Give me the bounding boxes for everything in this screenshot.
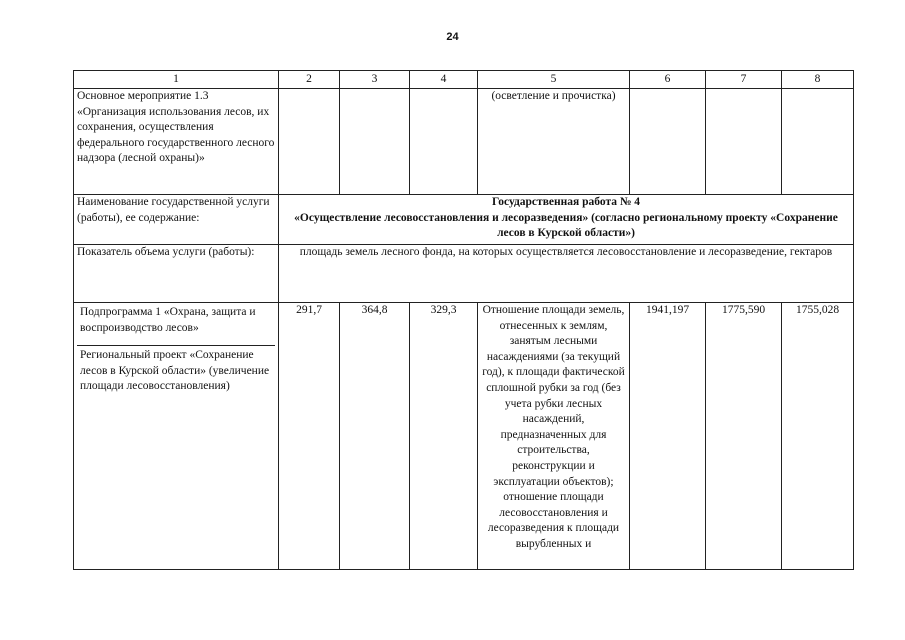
main-event-cell-7 [706, 89, 782, 195]
subprogram-value-7: 1775,590 [706, 303, 782, 570]
header-cell-4: 4 [410, 71, 478, 89]
table-header-row [74, 71, 854, 89]
header-cell-1: 1 [74, 71, 279, 89]
header-cell-3: 3 [340, 71, 410, 89]
main-event-cell-8 [782, 89, 854, 195]
volume-value: площадь земель лесного фонда, на которых осуществляется лесовосстановление и лесоразведение, гектаров [279, 245, 854, 303]
table-row-subprogram [74, 303, 854, 570]
service-title-line1: Государственная работа № 4 [491, 196, 641, 208]
subprogram-indicator: Отношение площади земель, отнесенных к землям, занятым лесными насаждениями (за текущий год), к площади фактической сплошной рубки за год (без учета рубки лесных насаждений, предназначенных для строительства, реконструкции и эксплуатации объектов); отношение площади лесовосстановления и лесоразведения к площади вырубленных и [478, 303, 630, 570]
main-event-label: Основное мероприятие 1.3 «Организация использования лесов, их сохранения, осуществления федерального государственного лесного надзора (лесной охраны)» [74, 89, 279, 195]
header-cell-2: 2 [279, 71, 340, 89]
subprogram-label: Подпрограмма 1 «Охрана, защита и воспроизводство лесов» [77, 303, 275, 346]
header-cell-5: 5 [478, 71, 630, 89]
table-row-main-event [74, 89, 854, 195]
main-event-cell-6 [630, 89, 706, 195]
table-row-volume [74, 245, 854, 303]
main-event-cell-4 [410, 89, 478, 195]
volume-label: Показатель объема услуги (работы): [74, 245, 279, 303]
table-row-service-name [74, 195, 854, 245]
subprogram-value-3: 364,8 [340, 303, 410, 570]
page-number: 24 [446, 31, 459, 43]
data-table [73, 70, 854, 570]
main-event-cell-3 [340, 89, 410, 195]
subprogram-value-8: 1755,028 [782, 303, 854, 570]
subprogram-value-6: 1941,197 [630, 303, 706, 570]
header-cell-6: 6 [630, 71, 706, 89]
subprogram-value-4: 329,3 [410, 303, 478, 570]
regional-project-label: Региональный проект «Сохранение лесов в Курской области» (увеличение площади лесовосстановления) [80, 349, 270, 393]
subprogram-cell [74, 303, 279, 570]
service-name-title [279, 195, 854, 245]
service-name-label: Наименование государственной услуги (работы), ее содержание: [74, 195, 279, 245]
header-cell-7: 7 [706, 71, 782, 89]
service-title-line2: «Осуществление лесовосстановления и лесоразведения» (согласно региональному проекту «Сохранение лесов в Курской области») [294, 211, 838, 240]
main-event-cell-5: (осветление и прочистка) [478, 89, 630, 195]
header-cell-8: 8 [782, 71, 854, 89]
main-event-cell-2 [279, 89, 340, 195]
subprogram-value-2: 291,7 [279, 303, 340, 570]
